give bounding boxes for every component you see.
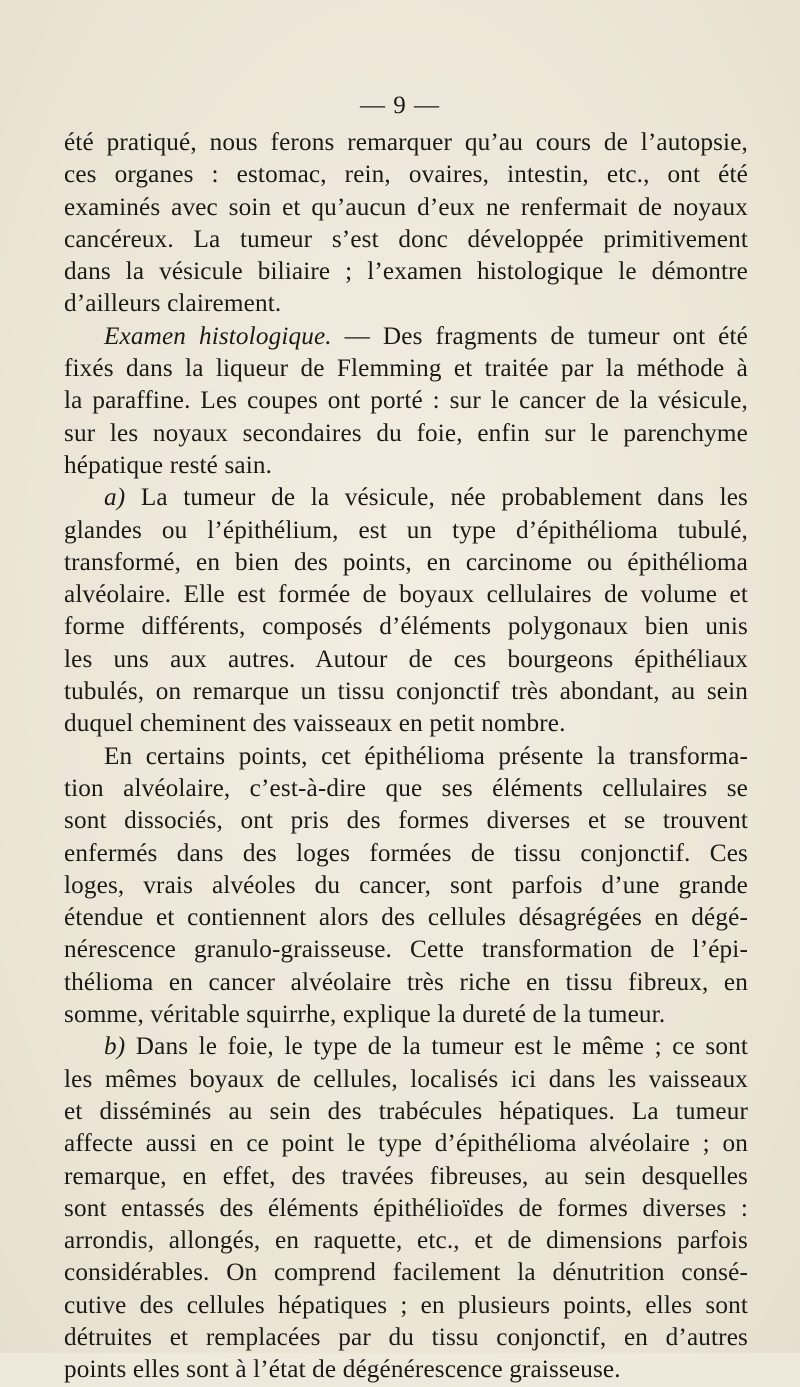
text-line: a) La tumeur de la vésicule, née probablement dans les — [104, 484, 748, 512]
paragraph-autopsy — [64, 127, 748, 321]
text-line: b) Dans le foie, le type de la tumeur est le même ; ce sont — [104, 1033, 748, 1061]
text-line: loges, vrais alvéoles du cancer, sont parfois d’une grande — [64, 871, 748, 899]
paragraph-histology — [64, 321, 748, 482]
text-line: remarque, en effet, des travées fibreuses, au sein desquelles — [64, 1162, 748, 1190]
text-line: les mêmes boyaux de cellules, localisés ici dans les vaisseaux — [64, 1065, 748, 1093]
text-line: les uns aux autres. Autour de ces bourgeons épithéliaux — [64, 645, 748, 673]
paragraph-alveolar — [64, 741, 748, 1032]
text-line: somme, véritable squirrhe, explique la dureté de la tumeur. — [64, 1001, 666, 1029]
text-line: d’ailleurs clairement. — [64, 290, 282, 318]
text-line: ces organes : estomac, rein, ovaires, intestin, etc., ont été — [64, 161, 748, 189]
text-line: hépatique resté sain. — [64, 451, 273, 479]
item-marker: b) — [104, 1033, 126, 1061]
section-heading: Examen histologique. — [104, 322, 332, 350]
text-line: thélioma en cancer alvéolaire très riche en tissu fibreux, en — [64, 968, 748, 996]
text-line: points elles sont à l’état de dégénérescence graisseuse. — [64, 1356, 621, 1384]
text-line: détruites et remplacées par du tissu conjonctif, en d’autres — [64, 1323, 748, 1351]
text-line: duquel cheminent des vaisseaux en petit nombre. — [64, 710, 566, 738]
text-line: fixés dans la liqueur de Flemming et traitée par la méthode à — [64, 355, 748, 383]
text-line: transformé, en bien des points, en carcinome ou épithélioma — [64, 548, 748, 576]
item-marker: a) — [104, 484, 126, 512]
text-line: cancéreux. La tumeur s’est donc développée primitivement — [64, 225, 748, 253]
text-line: sur les noyaux secondaires du foie, enfin sur le parenchyme — [64, 419, 748, 447]
text-line: nérescence granulo-graisseuse. Cette transformation de l’épi- — [64, 936, 748, 964]
text-line: tubulés, on remarque un tissu conjonctif très abondant, au sein — [64, 678, 748, 706]
text-line: tion alvéolaire, c’est-à-dire que ses éléments cellulaires se — [64, 774, 748, 802]
text-line: examinés avec soin et qu’aucun d’eux ne renfermait de noyaux — [64, 193, 748, 221]
text-line: arrondis, allongés, en raquette, etc., et de dimensions parfois — [64, 1227, 748, 1255]
text-line: forme différents, composés d’éléments polygonaux bien unis — [64, 613, 748, 641]
text-line: dans la vésicule biliaire ; l’examen histologique le démontre — [64, 258, 748, 286]
text-line: alvéolaire. Elle est formée de boyaux cellulaires de volume et — [64, 581, 748, 609]
text-line: étendue et contiennent alors des cellules désagrégées en dégé- — [64, 904, 748, 932]
text-line: sont dissociés, ont pris des formes diverses et se trouvent — [64, 807, 748, 835]
text-line: glandes ou l’épithélium, est un type d’épithélioma tubulé, — [64, 516, 748, 544]
text-line: sont entassés des éléments épithélioïdes de formes diverses : — [64, 1194, 748, 1222]
text-line: et disséminés au sein des trabécules hépatiques. La tumeur — [64, 1097, 748, 1125]
text-line: En certains points, cet épithélioma présente la transforma- — [104, 742, 748, 770]
paragraph-b — [64, 1031, 748, 1386]
text-line: la paraffine. Les coupes ont porté : sur le cancer de la vésicule, — [64, 387, 748, 415]
page-body — [64, 127, 748, 1387]
text-line: affecte aussi en ce point le type d’épithélioma alvéolaire ; on — [64, 1130, 748, 1158]
text-line: cutive des cellules hépatiques ; en plusieurs points, elles sont — [64, 1291, 748, 1319]
page-number: — 9 — — [360, 92, 440, 119]
text-line: été pratiqué, nous ferons remarquer qu’au cours de l’autopsie, — [64, 129, 748, 156]
text-line: considérables. On comprend facilement la dénutrition consé- — [64, 1259, 748, 1287]
text-line: Examen histologique. — Des fragments de tumeur ont été — [104, 322, 748, 350]
paragraph-a — [64, 482, 748, 740]
text-line: enfermés dans des loges formées de tissu conjonctif. Ces — [64, 839, 748, 867]
